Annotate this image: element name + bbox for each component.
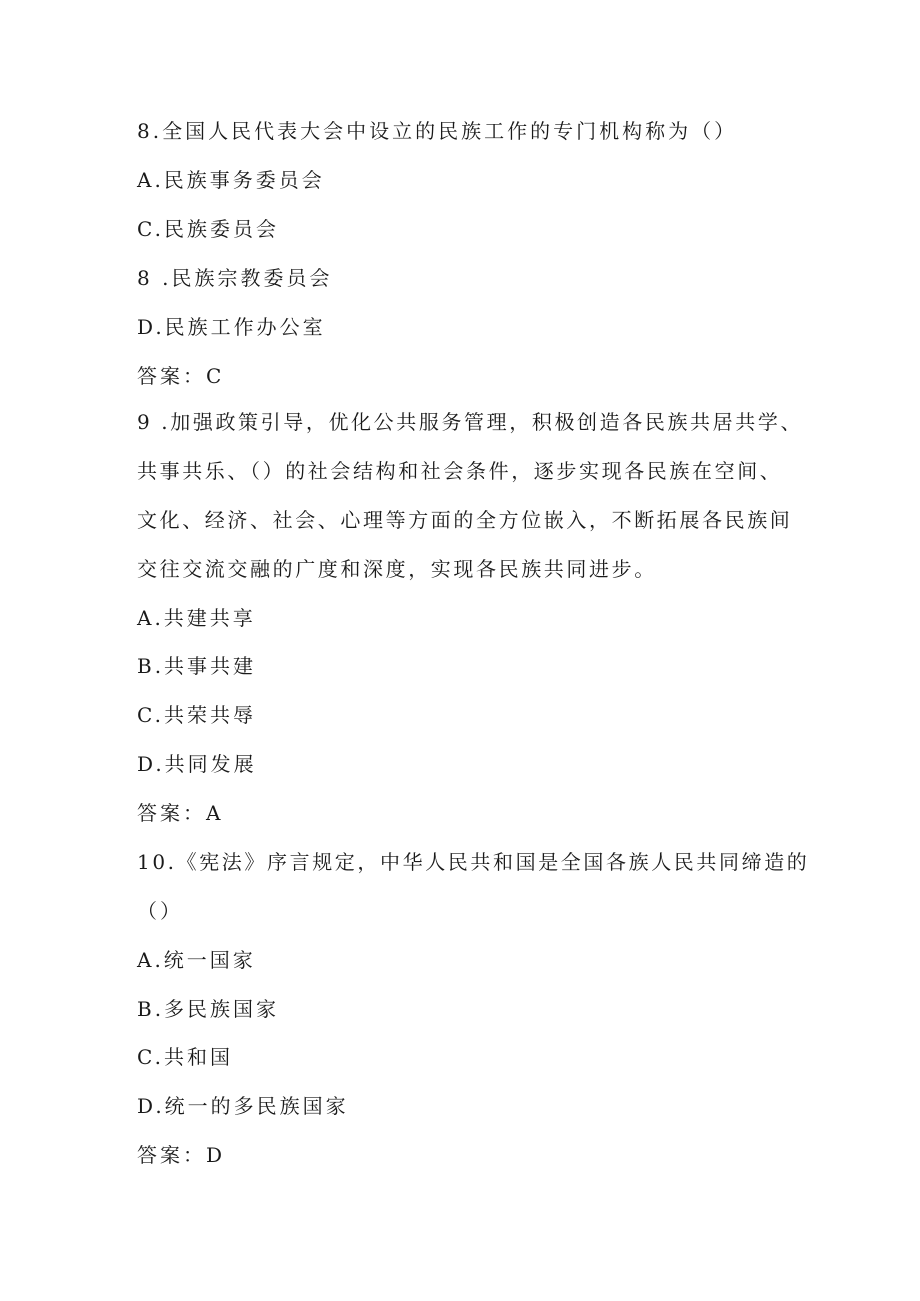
- question-9-option: A.共建共享: [137, 606, 256, 630]
- question-10-stem-line: 10.《宪法》序言规定，中华人民共和国是全国各族人民共同缔造的: [137, 850, 810, 874]
- question-9-stem-line: 共事共乐、（）的社会结构和社会条件，逐步实现各民族在空间、: [137, 459, 783, 483]
- question-10-answer: 答案：D: [137, 1143, 226, 1167]
- question-8-option: A.民族事务委员会: [137, 168, 325, 192]
- question-9-stem-line: 交往交流交融的广度和深度，实现各民族共同进步。: [137, 557, 657, 581]
- question-8-option: 8 .民族宗教委员会: [137, 266, 333, 290]
- question-9-option: D.共同发展: [137, 752, 257, 776]
- question-10-option: C.共和国: [137, 1045, 233, 1069]
- question-8-stem: 8.全国人民代表大会中设立的民族工作的专门机构称为（）: [137, 119, 738, 143]
- question-10-option: B.多民族国家: [137, 997, 280, 1021]
- question-9-answer: 答案：A: [137, 801, 224, 825]
- question-9-option: B.共事共建: [137, 654, 257, 678]
- question-9-stem-line: 文化、经济、社会、心理等方面的全方位嵌入，不断拓展各民族间: [137, 508, 793, 532]
- question-10-option: A.统一国家: [137, 948, 256, 972]
- question-8-answer: 答案：C: [137, 364, 225, 388]
- question-8-option: C.民族委员会: [137, 217, 279, 241]
- question-9-stem-line: 9 .加强政策引导，优化公共服务管理，积极创造各民族共居共学、: [137, 410, 804, 434]
- question-8-option: D.民族工作办公室: [137, 315, 326, 339]
- question-9-option: C.共荣共辱: [137, 703, 256, 727]
- question-10-stem-line: （）: [137, 899, 183, 923]
- question-10-option: D.统一的多民族国家: [137, 1094, 349, 1118]
